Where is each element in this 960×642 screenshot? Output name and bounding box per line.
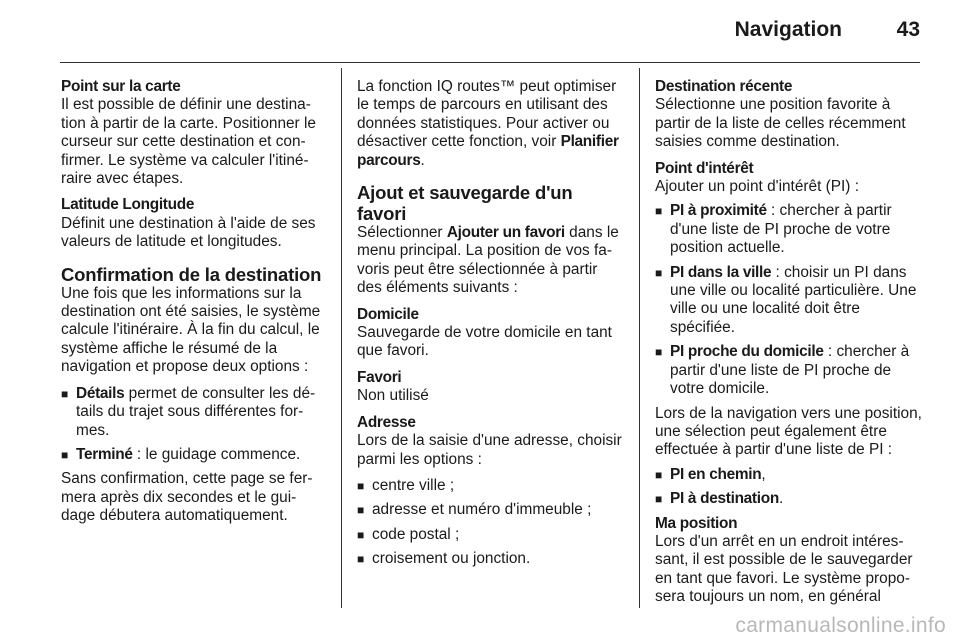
page-header bbox=[60, 0, 920, 63]
paragraph: La fonction IQ routes™ peut optimiser le temps de parcours en utilisant des données statistiques. Pour activer ou désactiver cette fonction, voir Planifier parcours. bbox=[357, 78, 619, 169]
term-point-sur-la-carte: Point sur la carte bbox=[61, 78, 181, 95]
paragraph: Sélectionner Ajouter un favori dans le menu principal. La position de vos favoris peut être sélectionnée à partir des éléments suivants : bbox=[357, 224, 619, 297]
bullet-icon: ■ bbox=[655, 467, 663, 482]
list-item: ■ adresse et numéro d'immeuble ; bbox=[357, 501, 592, 519]
paragraph: Définit une destination à l'aide de ses valeurs de latitude et longitudes. bbox=[61, 214, 316, 251]
bullet-icon: ■ bbox=[61, 447, 69, 462]
list-item: ■ PI en chemin, bbox=[655, 465, 766, 483]
paragraph: Sans confirmation, cette page se fermera après dix secondes et le guidage débutera automatiquement. bbox=[61, 470, 313, 525]
list-item: ■ PI à destination. bbox=[655, 490, 784, 508]
list-item: ■ Détails permet de consulter les détails du trajet sous différentes formes. bbox=[61, 384, 316, 439]
bullet-icon: ■ bbox=[357, 478, 365, 493]
paragraph: Lors d'un arrêt en un endroit intéressant, il est possible de le sauvegarder en tant que favori. Le système proposera toujours un nom, en général bbox=[655, 532, 913, 606]
paragraph: Une fois que les informations sur la destination ont été saisies, le système calcule l'itinéraire. À la fin du calcul, le système affiche le résumé de la navigation et propose deux options : bbox=[61, 284, 321, 376]
page-number: 43 bbox=[896, 18, 920, 41]
page-title: Navigation bbox=[734, 18, 842, 41]
bullet-icon: ■ bbox=[655, 345, 663, 360]
list-item: ■ centre ville ; bbox=[357, 476, 455, 494]
bullet-icon: ■ bbox=[655, 265, 663, 280]
paragraph: Sauvegarde de votre domicile en tant que favori. bbox=[357, 324, 612, 360]
term-destination-recente: Destination récente bbox=[655, 78, 793, 95]
paragraph: Ajouter un point d'intérêt (PI) : bbox=[655, 178, 859, 196]
bullet-icon: ■ bbox=[357, 527, 365, 542]
column-1 bbox=[61, 78, 324, 526]
bullet-icon: ■ bbox=[655, 492, 663, 507]
column-divider bbox=[341, 68, 342, 608]
list-item: ■ croisement ou jonction. bbox=[357, 550, 531, 568]
section-heading: Ajout et sauvegarde d'un favori bbox=[357, 182, 573, 225]
term-point-interet: Point d'intérêt bbox=[655, 159, 754, 177]
list-item: ■ PI à proximité : chercher à partir d'une liste de PI proche de votre position actuelle. bbox=[655, 202, 892, 257]
bullet-list bbox=[655, 202, 923, 398]
bullet-icon: ■ bbox=[357, 552, 365, 567]
bullet-list bbox=[655, 466, 923, 509]
term-latitude-longitude: Latitude Longitude bbox=[61, 196, 195, 214]
bullet-list bbox=[357, 477, 625, 569]
list-item: ■ PI proche du domicile : chercher à partir d'une liste de PI proche de votre domicile. bbox=[655, 343, 910, 398]
column-3 bbox=[655, 78, 923, 607]
bullet-icon: ■ bbox=[61, 386, 69, 401]
paragraph: Lors de la navigation vers une position, une sélection peut également être effectuée à partir d'une liste de PI : bbox=[655, 404, 922, 459]
bullet-icon: ■ bbox=[655, 204, 663, 219]
paragraph: Il est possible de définir une destination à partir de la carte. Positionner le curseur sur cette destination et confirmer. Le système va calculer l'itinéraire avec étapes. bbox=[61, 96, 316, 188]
term-ma-position: Ma position bbox=[655, 514, 738, 532]
bullet-icon: ■ bbox=[357, 503, 365, 518]
term-domicile: Domicile bbox=[357, 305, 419, 323]
term-adresse: Adresse bbox=[357, 413, 416, 431]
list-item: ■ Terminé : le guidage commence. bbox=[61, 445, 301, 463]
column-2 bbox=[357, 78, 625, 575]
term-favori: Favori bbox=[357, 368, 402, 386]
section-heading: Confirmation de la destination bbox=[61, 263, 322, 285]
paragraph: Sélectionne une position favorite à partir de la liste de celles récemment saisies comme destination. bbox=[655, 96, 906, 151]
paragraph: Non utilisé bbox=[357, 387, 429, 405]
paragraph: Lors de la saisie d'une adresse, choisir parmi les options : bbox=[357, 432, 622, 468]
bullet-list bbox=[61, 385, 324, 465]
list-item: ■ PI dans la ville : choisir un PI dans une ville ou localité particulière. Une ville ou une localité doit être spécifiée. bbox=[655, 263, 917, 336]
list-item: ■ code postal ; bbox=[357, 525, 460, 543]
watermark: carmanualsonline.info bbox=[735, 614, 946, 637]
column-divider bbox=[639, 68, 640, 608]
